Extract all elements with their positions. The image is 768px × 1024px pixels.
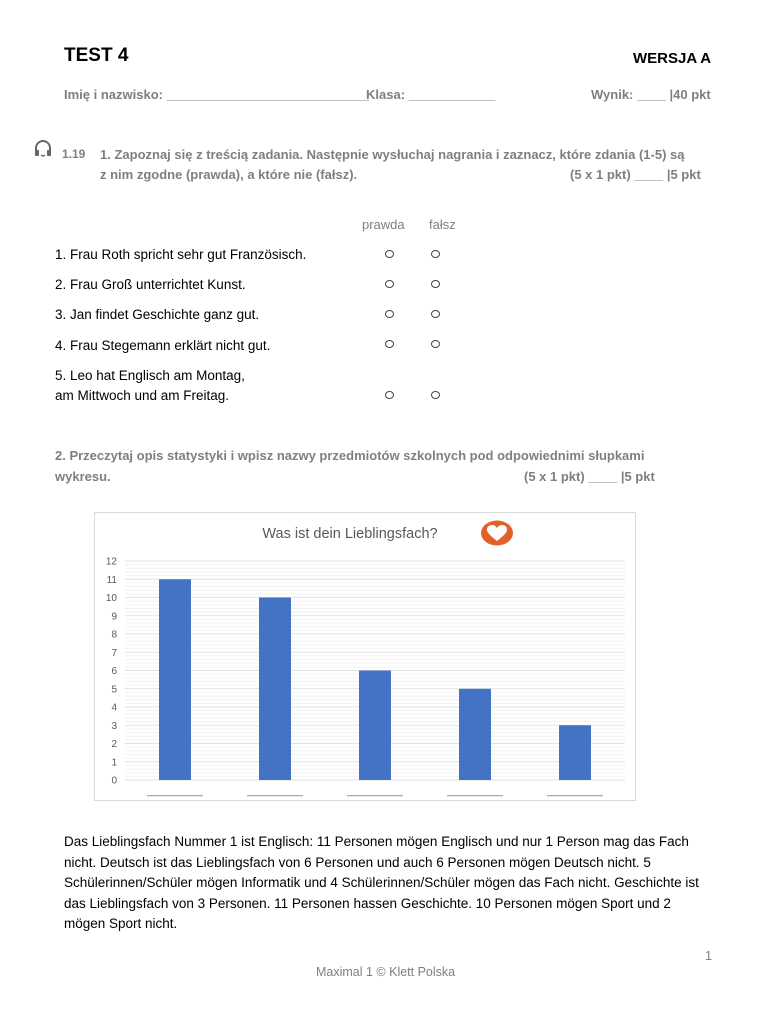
bar-2 <box>259 598 291 781</box>
radio-true-1[interactable] <box>385 250 394 258</box>
statement-4: 4. Frau Stegemann erklärt nicht gut. <box>55 338 271 353</box>
radio-false-5[interactable] <box>431 391 440 399</box>
radio-false-3[interactable] <box>431 310 440 318</box>
version-label: WERSJA A <box>633 50 712 67</box>
category-blank-3[interactable]: __________ <box>347 786 403 797</box>
category-blank-2[interactable]: __________ <box>247 786 303 797</box>
statement-5-line1: 5. Leo hat Englisch am Montag, <box>55 368 245 383</box>
task2-instruction-line2: wykresu. <box>55 469 111 484</box>
radio-false-1[interactable] <box>431 250 440 258</box>
page-title: TEST 4 <box>64 45 129 66</box>
name-field[interactable]: Imię i nazwisko: ____________________________ <box>64 87 370 102</box>
task1-instruction-line1: 1. Zapoznaj się z treścią zadania. Następnie wysłuchaj nagrania i zaznacz, które zdania (1-5) są <box>100 147 685 162</box>
radio-true-5[interactable] <box>385 391 394 399</box>
track-number: 1.19 <box>62 147 86 161</box>
statement-5-line2: am Mittwoch und am Freitag. <box>55 388 230 403</box>
y-tick-label: 1 <box>111 757 117 769</box>
radio-true-2[interactable] <box>385 280 394 288</box>
y-tick-label: 4 <box>111 702 117 714</box>
class-field[interactable]: Klasa: ____________ <box>366 87 496 102</box>
column-header-true: prawda <box>362 217 405 232</box>
bar-chart <box>95 513 635 800</box>
y-tick-label: 5 <box>111 684 117 696</box>
y-tick-label: 6 <box>111 666 117 677</box>
y-tick-label: 11 <box>106 574 117 586</box>
radio-false-2[interactable] <box>431 280 440 288</box>
bar-3 <box>359 671 391 781</box>
column-header-false: fałsz <box>429 217 456 232</box>
task1-instruction-line2: z nim zgodne (prawda), a które nie (fałsz). <box>100 167 358 182</box>
category-blank-4[interactable]: __________ <box>447 786 503 797</box>
y-tick-label: 2 <box>111 739 117 750</box>
category-blank-1[interactable]: __________ <box>147 786 203 797</box>
y-tick-label: 7 <box>111 647 117 659</box>
radio-false-4[interactable] <box>431 340 440 348</box>
y-tick-label: 9 <box>111 611 117 623</box>
statement-2: 2. Frau Groß unterrichtet Kunst. <box>55 277 246 292</box>
task1-points: (5 x 1 pkt) ____ |5 pkt <box>570 167 701 182</box>
y-tick-label: 8 <box>111 629 117 641</box>
statement-3: 3. Jan findet Geschichte ganz gut. <box>55 307 260 322</box>
category-blank-5[interactable]: __________ <box>547 786 603 797</box>
page-number: 1 <box>705 949 712 963</box>
statement-1: 1. Frau Roth spricht sehr gut Französisch. <box>55 247 307 262</box>
chart-container <box>94 512 636 801</box>
task2-instruction-line1: 2. Przeczytaj opis statystyki i wpisz nazwy przedmiotów szkolnych pod odpowiednimi słupkami <box>55 448 645 463</box>
heart-icon <box>481 521 513 546</box>
score-field[interactable]: Wynik: ____ |40 pkt <box>591 87 711 102</box>
headphones-icon <box>33 139 53 159</box>
footer-copyright: Maximal 1 © Klett Polska <box>316 965 456 979</box>
statistics-description: Das Lieblingsfach Nummer 1 ist Englisch: 11 Personen mögen Englisch und nur 1 Person mag das Fach nicht. Deutsch ist das Lieblingsfach von 6 Personen und auch 6 Personen mögen Deutsch nicht. 5 Schülerinnen/Schüler mögen Informatik und 4 Schülerinnen/Schüler mögen das Fach nicht. Geschichte ist das Lieblingsfach von 3 Personen. 11 Personen hassen Geschichte. 10 Personen mögen Sport und 2 mögen Sport nicht. <box>64 834 699 931</box>
bar-5 <box>559 725 591 780</box>
radio-true-4[interactable] <box>385 340 394 348</box>
y-tick-label: 12 <box>105 556 117 568</box>
bar-4 <box>459 689 491 780</box>
y-tick-label: 10 <box>105 593 117 604</box>
y-tick-label: 3 <box>111 720 117 732</box>
radio-true-3[interactable] <box>385 310 394 318</box>
chart-title: Was ist dein Lieblingsfach? <box>262 526 438 542</box>
bar-1 <box>159 579 191 780</box>
task2-points: (5 x 1 pkt) ____ |5 pkt <box>524 469 655 484</box>
y-tick-label: 0 <box>111 775 117 787</box>
